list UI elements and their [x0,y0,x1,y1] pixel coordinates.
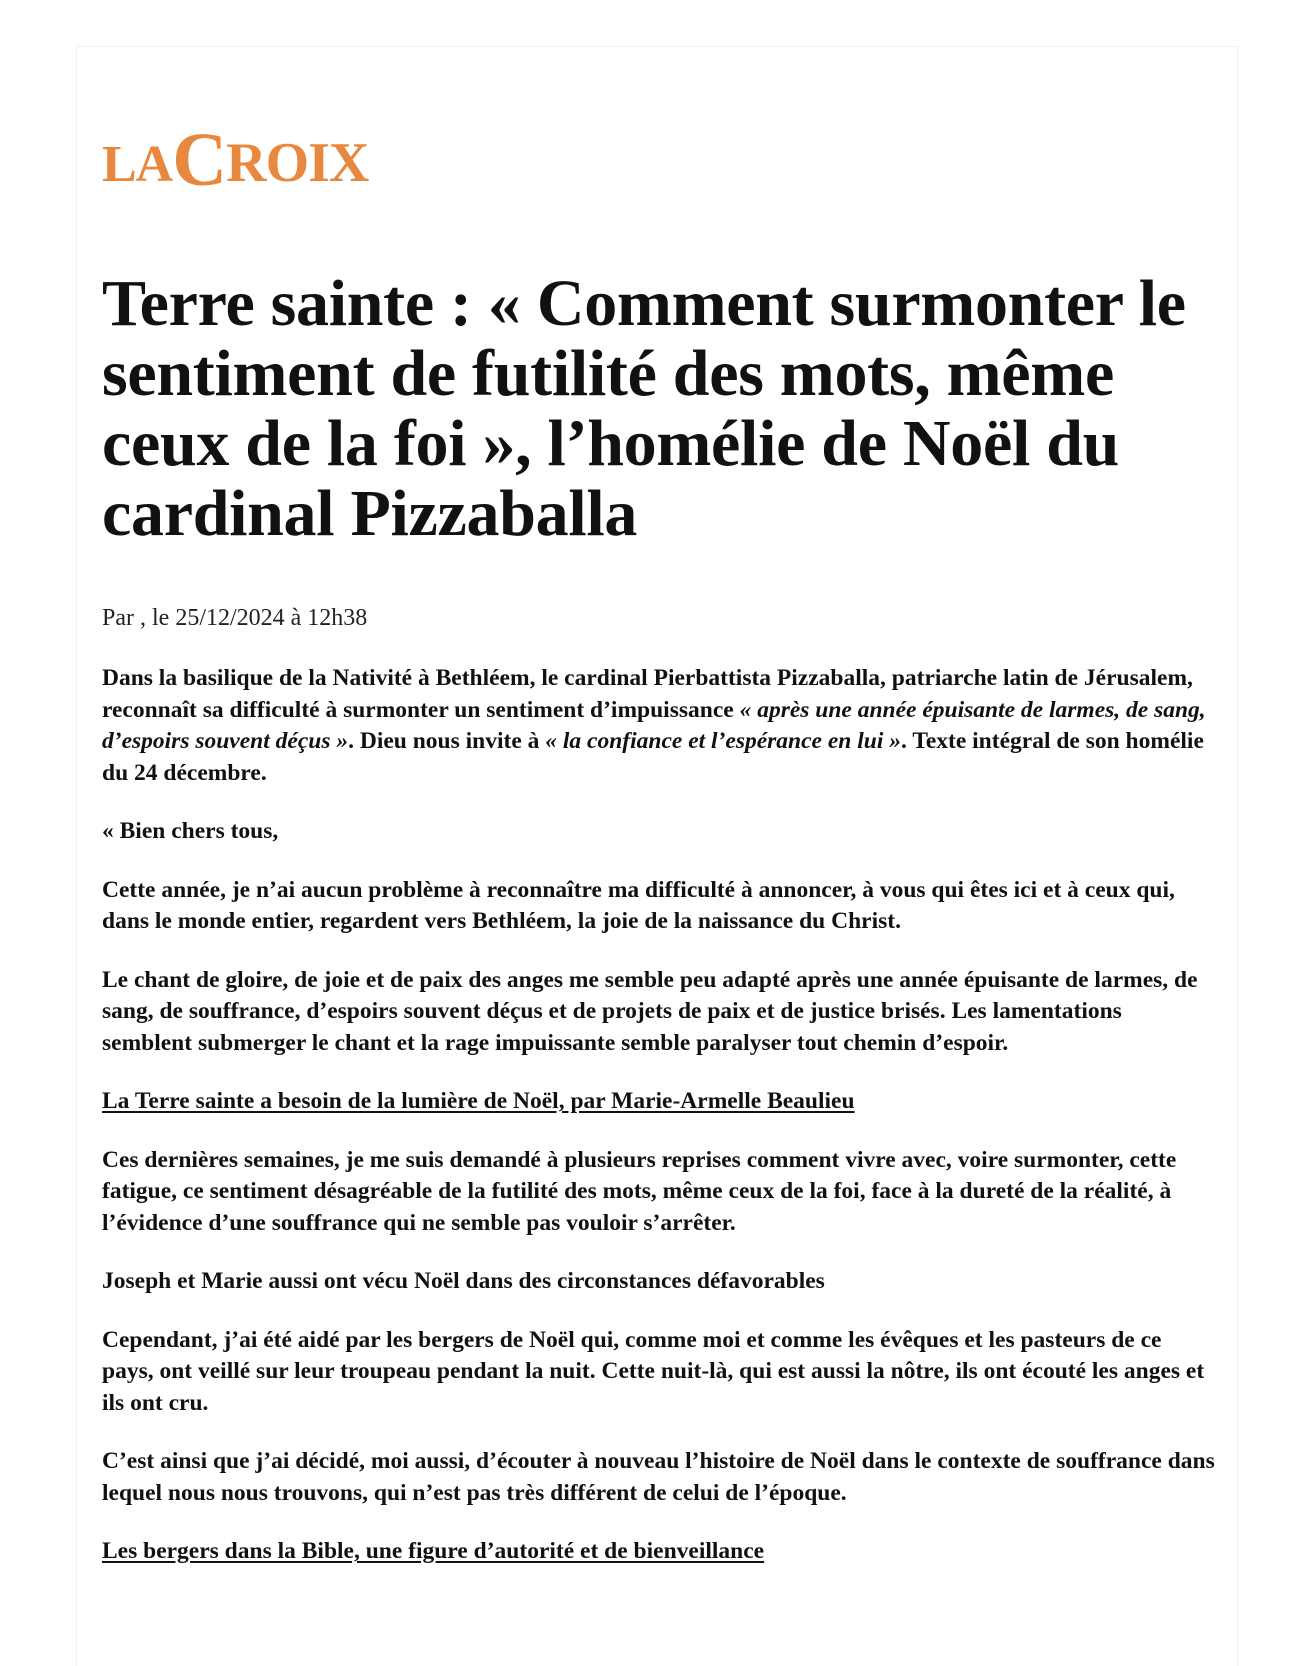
related-link-paragraph-1 [102,1086,1217,1118]
paragraph-1: Cette année, je n’ai aucun problème à reconnaître ma difficulté à annoncer, à vous qui êtes ici et à ceux qui, dans le monde entier, regardent vers Bethléem, la joie de la naissance du Christ. [102,876,1175,934]
article-byline: Par , le 25/12/2024 à 12h38 [102,605,368,631]
paragraph-greeting: « Bien chers tous, [102,818,279,844]
section-subheading: Joseph et Marie aussi ont vécu Noël dans des circonstances défavorables [102,1268,825,1294]
article-chapo [102,663,1217,789]
related-article-link-terre-sainte[interactable]: La Terre sainte a besoin de la lumière de Noël, par Marie-Armelle Beaulieu [102,1088,855,1114]
la-croix-logo[interactable] [102,111,369,202]
chapo-text-3: . Texte intégral de son homélie du 24 décembre. [102,728,1204,786]
logo-part-la: LA [102,136,173,193]
related-article-link-bergers[interactable]: Les bergers dans la Bible, une figure d’autorité et de bienveillance [102,1538,765,1564]
article-title: Terre sainte : « Comment surmonter le sentiment de futilité des mots, même ceux de la foi », l’homélie de Noël du cardinal Pizzaballa [102,267,1186,550]
article-card [76,46,1238,1666]
paragraph-5: C’est ainsi que j’ai décidé, moi aussi, d’écouter à nouveau l’histoire de Noël dans le contexte de souffrance dans lequel nous nous trouvons, qui n’est pas très différent de celui de l’époque. [102,1448,1215,1506]
chapo-text-2: . Dieu nous invite à [348,728,546,754]
chapo-quote-1: « après une année épuisante de larmes, de sang, d’espoirs souvent déçus » [102,696,1206,754]
chapo-quote-2: « la confiance et l’espérance en lui » [545,728,901,754]
article-body [102,663,1217,1595]
paragraph-4: Cependant, j’ai été aidé par les bergers de Noël qui, comme moi et comme les évêques et les pasteurs de ce pays, ont veillé sur leur troupeau pendant la nuit. Cette nuit-là, qui est aussi la nôtre, ils ont écouté les anges et ils ont cru. [102,1326,1205,1416]
related-link-paragraph-2 [102,1536,1217,1568]
paragraph-3: Ces dernières semaines, je me suis demandé à plusieurs reprises comment vivre avec, voire surmonter, cette fatigue, ce sentiment désagréable de la futilité des mots, même ceux de la foi, face à la dureté de la réalité, à l’évidence d’une souffrance qui ne semble pas vouloir s’arrêter. [102,1146,1177,1236]
logo-part-roix: ROIX [226,132,369,194]
paragraph-2: Le chant de gloire, de joie et de paix des anges me semble peu adapté après une année épuisante de larmes, de sang, de souffrance, d’espoirs souvent déçus et de projets de paix et de justice brisés. Les lamentations semblent submerger le chant et la rage impuissante semble paralyser tout chemin d’espoir. [102,966,1198,1056]
logo-part-c: C [172,117,227,202]
chapo-text-1: Dans la basilique de la Nativité à Bethléem, le cardinal Pierbattista Pizzaballa, patriarche latin de Jérusalem, reconnaît sa difficulté à surmonter un sentiment d’impuissance [102,665,1193,723]
